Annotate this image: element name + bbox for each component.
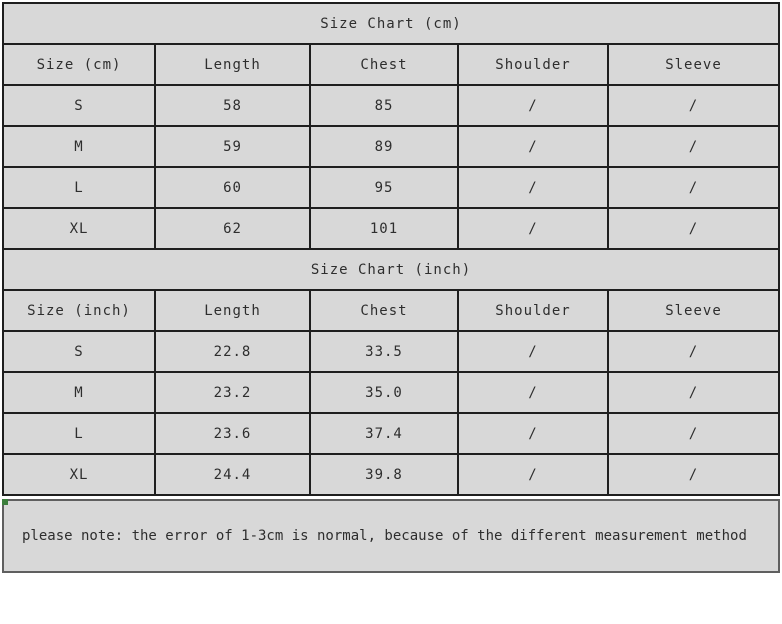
value-cell: / (608, 208, 779, 249)
value-cell: 39.8 (310, 454, 458, 495)
corner-mark (2, 499, 8, 505)
cm-header-row (3, 44, 779, 85)
value-cell: / (458, 126, 608, 167)
size-chart-table (2, 2, 780, 496)
value-cell: / (608, 85, 779, 126)
value-cell: 33.5 (310, 331, 458, 372)
value-cell: 60 (155, 167, 310, 208)
size-label-cell: S (3, 331, 155, 372)
value-cell: / (458, 372, 608, 413)
value-cell: / (608, 167, 779, 208)
column-header-size-cm: Size (cm) (3, 44, 155, 85)
column-header-shoulder: Shoulder (458, 44, 608, 85)
value-cell: 95 (310, 167, 458, 208)
value-cell: 89 (310, 126, 458, 167)
note-box (2, 499, 780, 573)
value-cell: 35.0 (310, 372, 458, 413)
value-cell: 22.8 (155, 331, 310, 372)
inch-title-row (3, 249, 779, 290)
cm-row-m (3, 126, 779, 167)
value-cell: / (458, 208, 608, 249)
column-header-chest: Chest (310, 44, 458, 85)
cm-title-row (3, 3, 779, 44)
column-header-size-inch: Size (inch) (3, 290, 155, 331)
value-cell: / (458, 413, 608, 454)
value-cell: 101 (310, 208, 458, 249)
column-header-length: Length (155, 290, 310, 331)
cm-row-s (3, 85, 779, 126)
value-cell: / (608, 372, 779, 413)
inch-row-xl (3, 454, 779, 495)
value-cell: / (458, 167, 608, 208)
inch-section-title: Size Chart (inch) (3, 249, 779, 290)
value-cell: 58 (155, 85, 310, 126)
column-header-shoulder: Shoulder (458, 290, 608, 331)
inch-header-row (3, 290, 779, 331)
size-label-cell: M (3, 372, 155, 413)
size-label-cell: XL (3, 208, 155, 249)
column-header-sleeve: Sleeve (608, 44, 779, 85)
size-label-cell: M (3, 126, 155, 167)
cm-row-l (3, 167, 779, 208)
value-cell: 62 (155, 208, 310, 249)
column-header-length: Length (155, 44, 310, 85)
size-label-cell: L (3, 167, 155, 208)
value-cell: / (608, 454, 779, 495)
value-cell: / (608, 413, 779, 454)
size-label-cell: XL (3, 454, 155, 495)
inch-row-l (3, 413, 779, 454)
value-cell: / (458, 331, 608, 372)
inch-row-s (3, 331, 779, 372)
column-header-sleeve: Sleeve (608, 290, 779, 331)
cm-row-xl (3, 208, 779, 249)
value-cell: / (458, 454, 608, 495)
size-label-cell: S (3, 85, 155, 126)
value-cell: / (458, 85, 608, 126)
value-cell: 23.2 (155, 372, 310, 413)
value-cell: 85 (310, 85, 458, 126)
value-cell: 24.4 (155, 454, 310, 495)
value-cell: 37.4 (310, 413, 458, 454)
value-cell: / (608, 331, 779, 372)
size-chart-sheet (2, 2, 780, 573)
cm-section-title: Size Chart (cm) (3, 3, 779, 44)
inch-row-m (3, 372, 779, 413)
value-cell: 23.6 (155, 413, 310, 454)
note-text: please note: the error of 1-3cm is normal, because of the different measurement method (22, 528, 747, 544)
value-cell: / (608, 126, 779, 167)
value-cell: 59 (155, 126, 310, 167)
column-header-chest: Chest (310, 290, 458, 331)
size-label-cell: L (3, 413, 155, 454)
